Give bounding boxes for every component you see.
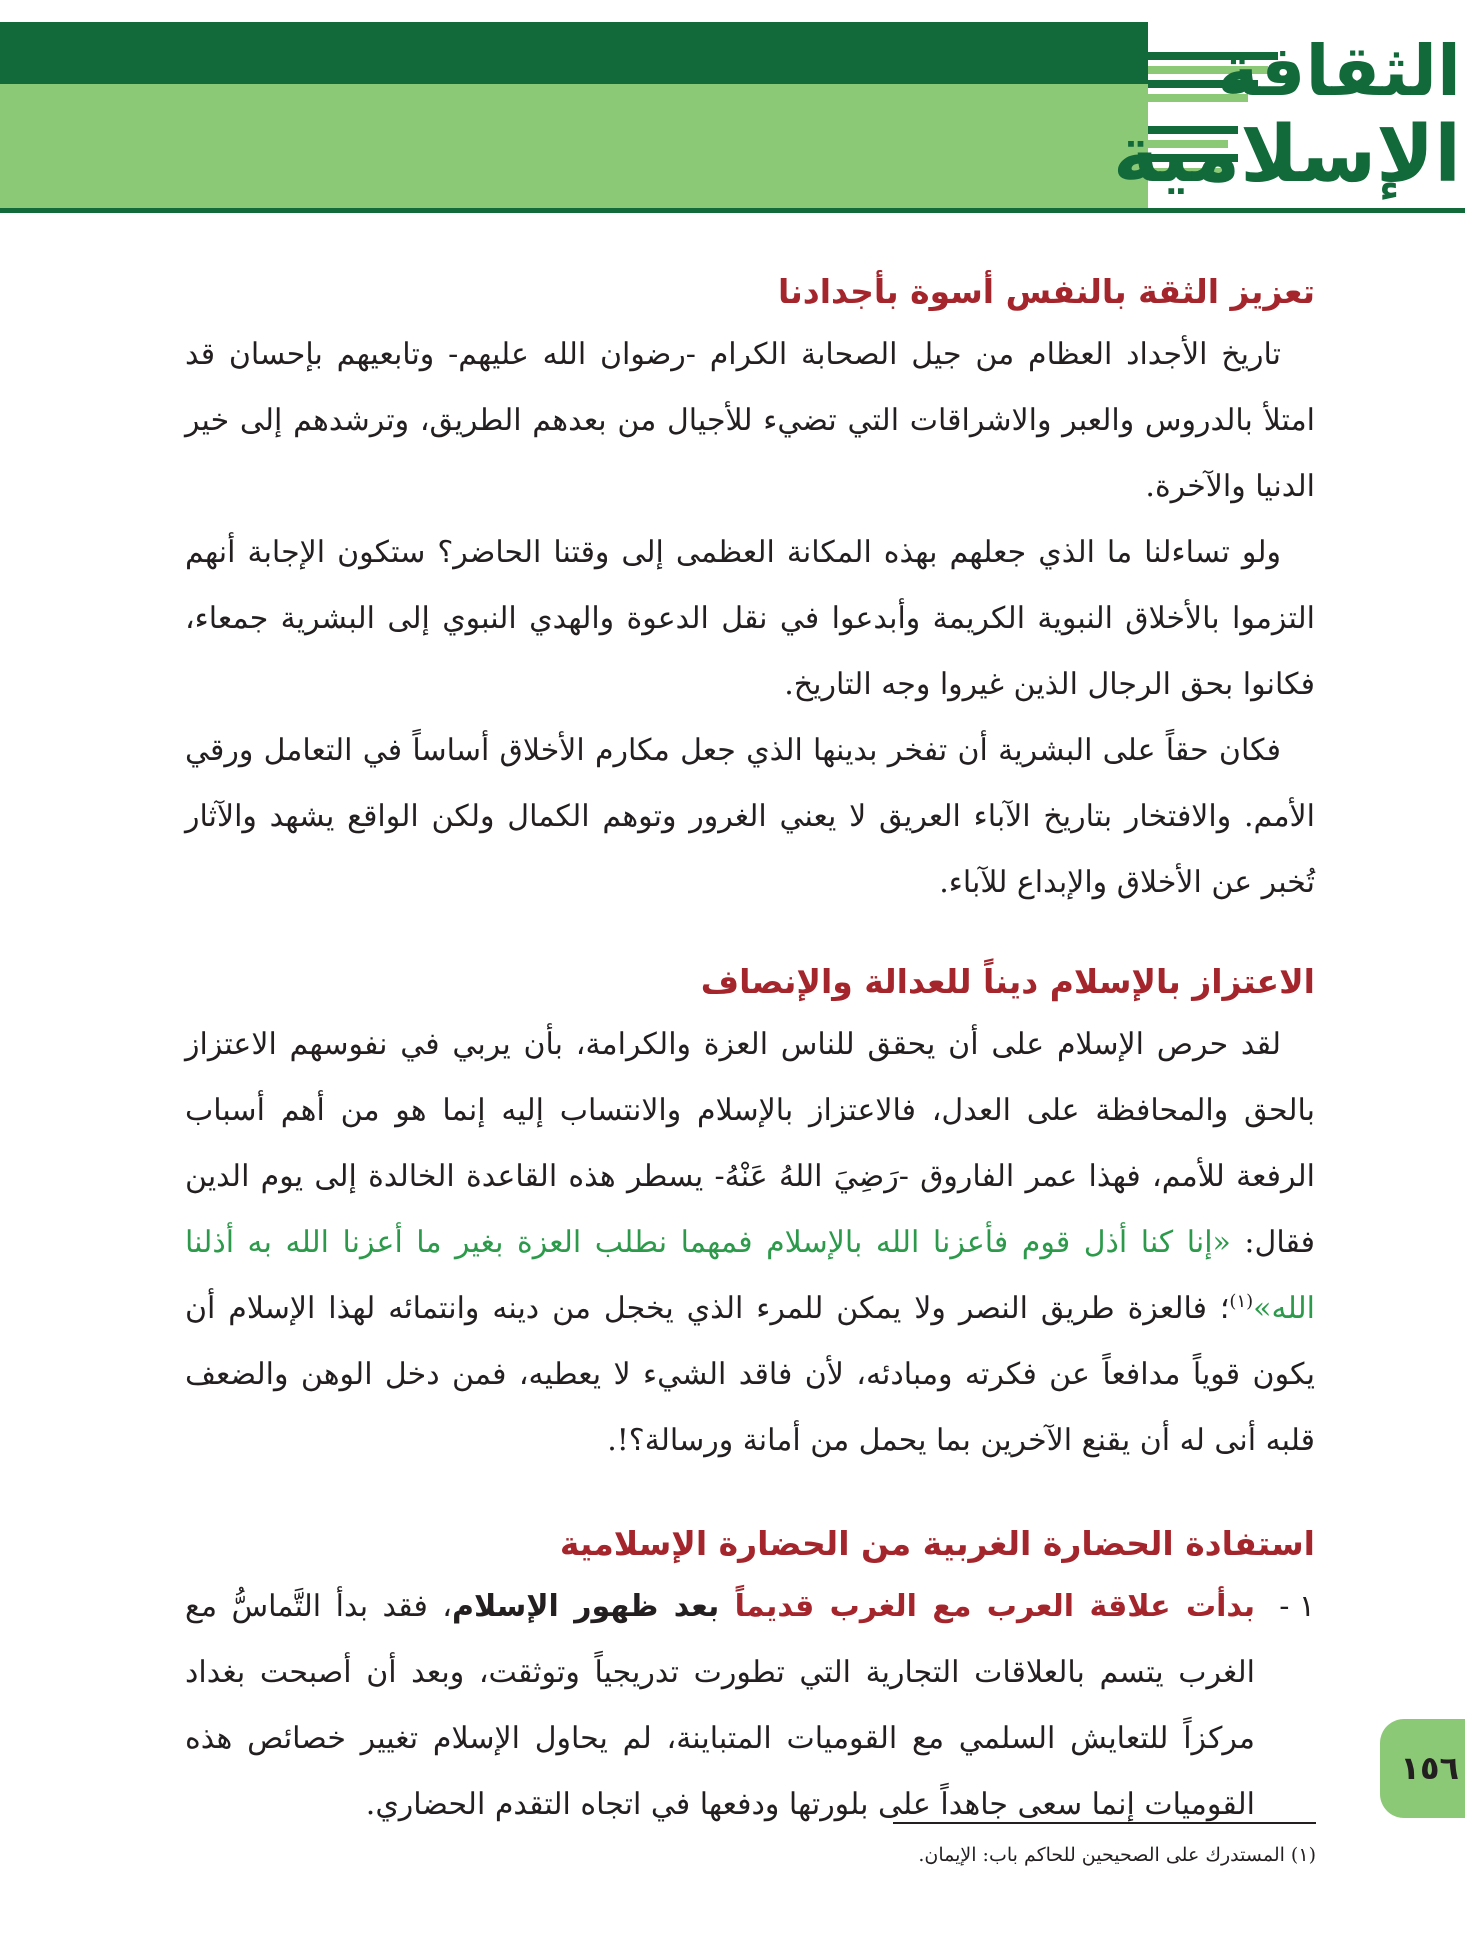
list-item-number: ١ - — [1279, 1589, 1315, 1624]
list-item — [185, 1574, 1315, 1838]
page-number: ١٥٦ — [1400, 1749, 1459, 1787]
paragraph-with-quote — [185, 1012, 1315, 1474]
list-item-bold: بعد ظهور الإسلام — [451, 1589, 735, 1624]
footnote: (١) المستدرك على الصحيحين للحاكم باب: الإيمان. — [918, 1844, 1316, 1866]
section-heading-pride-in-islam: الاعتزاز بالإسلام ديناً للعدالة والإنصاف — [700, 962, 1315, 1001]
logo-word-islamic: الإسلامية — [1112, 110, 1461, 200]
footnote-reference: (١) — [1229, 1291, 1254, 1312]
paragraph-text: ؛ فالعزة طريق النصر ولا يمكن للمرء الذي يخجل من دينه وانتمائه لهذا الإسلام أن يكون قوياً مدافعاً عن فكرته ومبادئه، لأن فاقد الشيء لا يعطيه، فمن دخل الوهن والضعف قلبه أنى له أن يقنع الآخرين بما يحمل من أمانة ورسالة؟!. — [185, 1291, 1315, 1458]
omar-quote: «إنا كنا أذل قوم فأعزنا الله بالإسلام فمهما نطلب العزة بغير ما أعزنا الله به أذلنا الله» — [185, 1225, 1315, 1326]
banner-light-band — [0, 84, 1150, 212]
page-number-badge — [1380, 1719, 1465, 1818]
paragraph: تاريخ الأجداد العظام من جيل الصحابة الكرام -رضوان الله عليهم- وتابعيهم بإحسان قد امتلأ بالدروس والعبر والاشراقات التي تضيء للأجيال من بعدهم الطريق، وترشدهم إلى خير الدنيا والآخرة. — [185, 337, 1315, 504]
list-item-text: ، فقد بدأ التَّماسُّ مع الغرب يتسم بالعلاقات التجارية التي تطورت تدريجياً وتوثقت، وبعد أن أصبحت بغداد مركزاً للتعايش السلمي مع القوميات المتباينة، لم يحاول الإسلام تغيير خصائص هذه القوميات إنما سعى جاهداً على بلورتها ودفعها في اتجاه التقدم الحضاري. — [185, 1589, 1255, 1822]
book-logo — [1112, 22, 1465, 208]
banner-dark-band — [0, 22, 1160, 84]
page-content — [185, 262, 1315, 1838]
footnote-divider — [893, 1822, 1316, 1824]
banner-baseline — [0, 208, 1465, 213]
paragraph: فكان حقاً على البشرية أن تفخر بدينها الذي جعل مكارم الأخلاق أساساً في التعامل ورقي الأمم. والافتخار بتاريخ الآباء العريق لا يعني الغرور وتوهم الكمال ولكن الواقع يشهد والآثار تُخبر عن الأخلاق والإبداع للآباء. — [185, 733, 1315, 900]
paragraph-text: لقد حرص الإسلام على أن يحقق للناس العزة والكرامة، بأن يربي في نفوسهم الاعتزاز بالحق والمحافظة على العدل، فالاعتزاز بالإسلام والانتساب إليه إنما هو من أهم أسباب الرفعة للأمم، فهذا عمر الفاروق -رَضِيَ اللهُ عَنْهُ- يسطر هذه القاعدة الخالدة إلى يوم الدين فقال: — [185, 1027, 1315, 1260]
list-item-highlight: بدأت علاقة العرب مع الغرب قديماً — [734, 1589, 1255, 1624]
section-heading-western-civilization: استفادة الحضارة الغربية من الحضارة الإسلامية — [559, 1524, 1315, 1563]
section-heading-self-confidence: تعزيز الثقة بالنفس أسوة بأجدادنا — [778, 272, 1315, 311]
paragraph: ولو تساءلنا ما الذي جعلهم بهذه المكانة العظمى إلى وقتنا الحاضر؟ ستكون الإجابة أنهم التزموا بالأخلاق النبوية الكريمة وأبدعوا في نقل الدعوة والهدي النبوي إلى البشرية جمعاء، فكانوا بحق الرجال الذين غيروا وجه التاريخ. — [185, 535, 1315, 702]
logo-word-culture: الثقافة — [1217, 30, 1461, 112]
